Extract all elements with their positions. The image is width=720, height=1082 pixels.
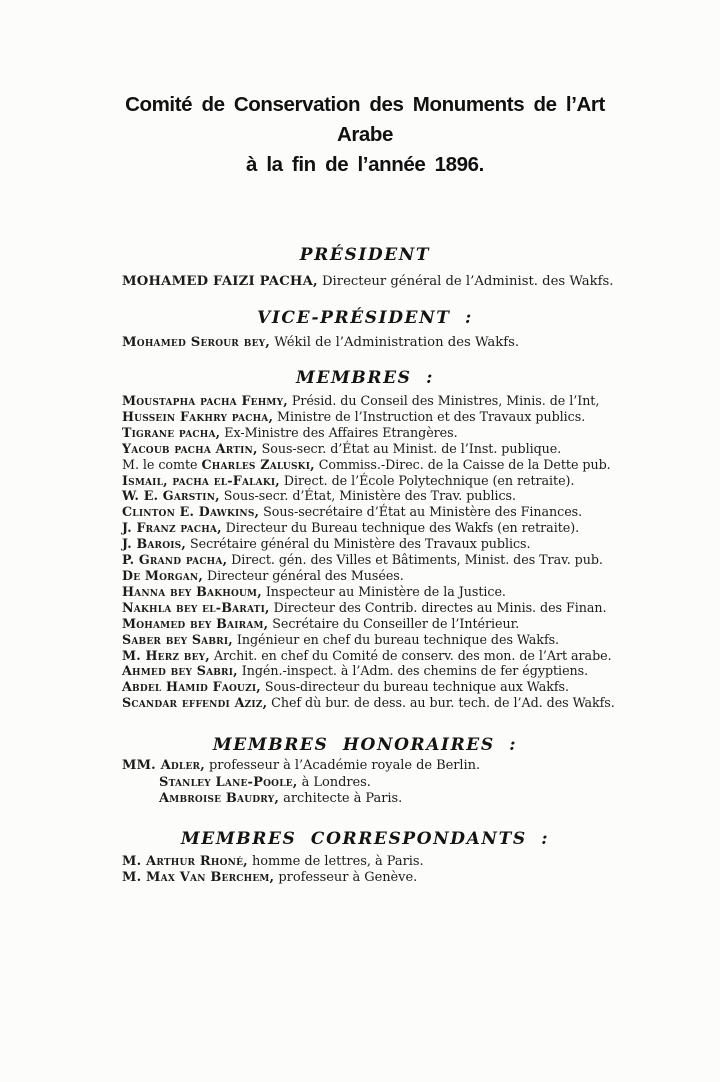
president-name: MOHAMED FAIZI PACHA, [122,274,318,289]
member-name: Tigrane pacha, [122,424,221,440]
member-entry [122,393,608,409]
honorary-member-entry [122,791,608,808]
member-desc: Sous-secr. d’État, Ministère des Trav. publics. [219,488,516,504]
member-name: Clinton E. Dawkins, [122,504,260,520]
member-name: J. Barois, [122,536,187,552]
member-desc: Secrétaire du Conseiller de l’Intérieur. [268,615,520,631]
member-desc: Commiss.-Direc. de la Caisse de la Dette pub. [314,456,611,472]
vice-president-desc: Wékil de l’Administration des Wakfs. [270,335,520,350]
page-content [122,0,615,887]
member-desc: professeur à Genève. [274,870,418,886]
member-entry [122,504,608,520]
member-entry [122,568,608,584]
member-name: Yacoub pacha Artin, [122,440,258,456]
member-desc: Ex-Ministre des Affaires Etrangères. [220,424,458,440]
member-name: Ismail, pacha el-Falaki, [122,472,280,488]
membres-list [122,393,615,711]
member-desc: Présid. du Conseil des Ministres, Minis. de l’Int, [287,393,600,408]
member-desc: Ingénieur en chef du bureau technique des Wakfs. [232,631,560,647]
member-entry [122,663,608,679]
correspondent-member-entry [122,870,608,887]
member-desc: architecte à Paris. [279,791,403,807]
member-desc: Direct. de l’École Polytechnique (en retraite). [279,472,575,488]
vice-president-name: Mohamed Serour bey, [122,335,271,350]
member-desc: Direct. gén. des Villes et Bâtiments, Minist. des Trav. pub. [227,552,603,568]
vice-president-heading: VICE-PRÉSIDENT : [257,308,473,328]
member-name: Abdel Hamid Faouzi, [122,679,261,695]
honoraires-list [122,758,608,808]
member-entry [122,536,608,552]
document-title-line2: à la fin de l’année 1896. [246,153,484,176]
correspondants-heading: MEMBRES CORRESPONDANTS : [180,828,550,849]
correspondent-member-entry [122,854,608,871]
member-name: Stanley Lane-Poole, [159,774,298,790]
member-desc: Sous-secr. d’État au Minist. de l’Inst. publique. [257,440,562,456]
member-name: M. Herz bey, [122,647,210,663]
member-name: Ahmed bey Sabri, [122,663,238,679]
member-entry [122,600,608,616]
honorary-member-entry [122,775,608,792]
member-name: Mohamed bey Bairam, [122,615,269,631]
member-name: Hanna bey Bakhoum, [122,583,262,599]
member-entry [122,488,608,504]
member-desc: homme de lettres, à Paris. [247,853,424,869]
member-entry [122,441,608,457]
member-entry [122,632,608,648]
member-entry [122,425,608,441]
honorary-member-entry [122,758,608,775]
member-entry [122,552,608,568]
president-entry [122,273,614,290]
member-entry [122,584,608,600]
member-desc: Ministre de l’Instruction et des Travaux publics. [273,408,586,424]
member-name: Scandar effendi Aziz, [122,695,268,711]
member-name: Nakhla bey el-Barati, [122,599,270,615]
member-name: Saber bey Sabri, [122,631,233,647]
member-entry [122,679,608,695]
member-name: M. Max Van Berchem, [122,870,275,886]
member-name: Ambroise Baudry, [159,791,280,807]
member-name: Charles Zaluski, [201,456,315,472]
membres-heading: MEMBRES : [296,368,434,388]
member-desc: professeur à l’Académie royale de Berlin. [204,758,481,774]
member-name: W. E. Garstin, [122,488,220,504]
member-entry [122,520,608,536]
member-desc: Sous-secrétaire d’État au Ministère des Finances. [259,504,583,520]
member-desc: Directeur du Bureau technique des Wakfs (en retraite). [221,520,580,536]
member-entry [122,616,608,632]
member-prefix: M. le comte [122,456,202,472]
member-entry [122,473,608,489]
member-name: De Morgan, [122,567,203,583]
member-name: MM. Adler, [122,758,205,774]
member-entry [122,647,612,664]
honoraires-heading: MEMBRES HONORAIRES : [212,735,518,756]
president-desc: Directeur général de l’Administ. des Wakfs. [317,274,614,289]
member-desc: Inspecteur au Ministère de la Justice. [261,583,506,599]
member-desc: Chef dù bur. de dess. au bur. tech. de l’Ad. des Wakfs. [267,695,615,711]
member-name: Hussein Fakhry pacha, [122,408,274,424]
member-name: Moustapha pacha Fehmy, [122,393,288,408]
member-name: P. Grand pacha, [122,552,228,568]
member-desc: Secrétaire général du Ministère des Travaux publics. [186,536,531,552]
document-title [122,90,608,180]
president-heading: PRÉSIDENT [299,245,431,265]
member-entry [122,409,608,425]
member-entry [122,456,611,473]
member-desc: Sous-directeur du bureau technique aux Wakfs. [260,679,569,695]
member-desc: à Londres. [297,774,371,790]
document-title-line1: Comité de Conservation des Monuments de l’Art Arabe [125,93,605,146]
member-desc: Ingén.-inspect. à l’Adm. des chemins de fer égyptiens. [237,663,589,679]
member-name: J. Franz pacha, [122,520,222,536]
member-entry [122,695,615,711]
member-desc: Directeur des Contrib. directes au Minis. des Finan. [269,599,607,615]
vice-president-entry [122,334,608,351]
member-desc: Directeur général des Musées. [202,567,404,583]
correspondants-list [122,854,608,888]
member-name: M. Arthur Rhoné, [122,853,248,869]
member-desc: Archit. en chef du Comité de conserv. des mon. de l’Art arabe. [209,647,612,663]
